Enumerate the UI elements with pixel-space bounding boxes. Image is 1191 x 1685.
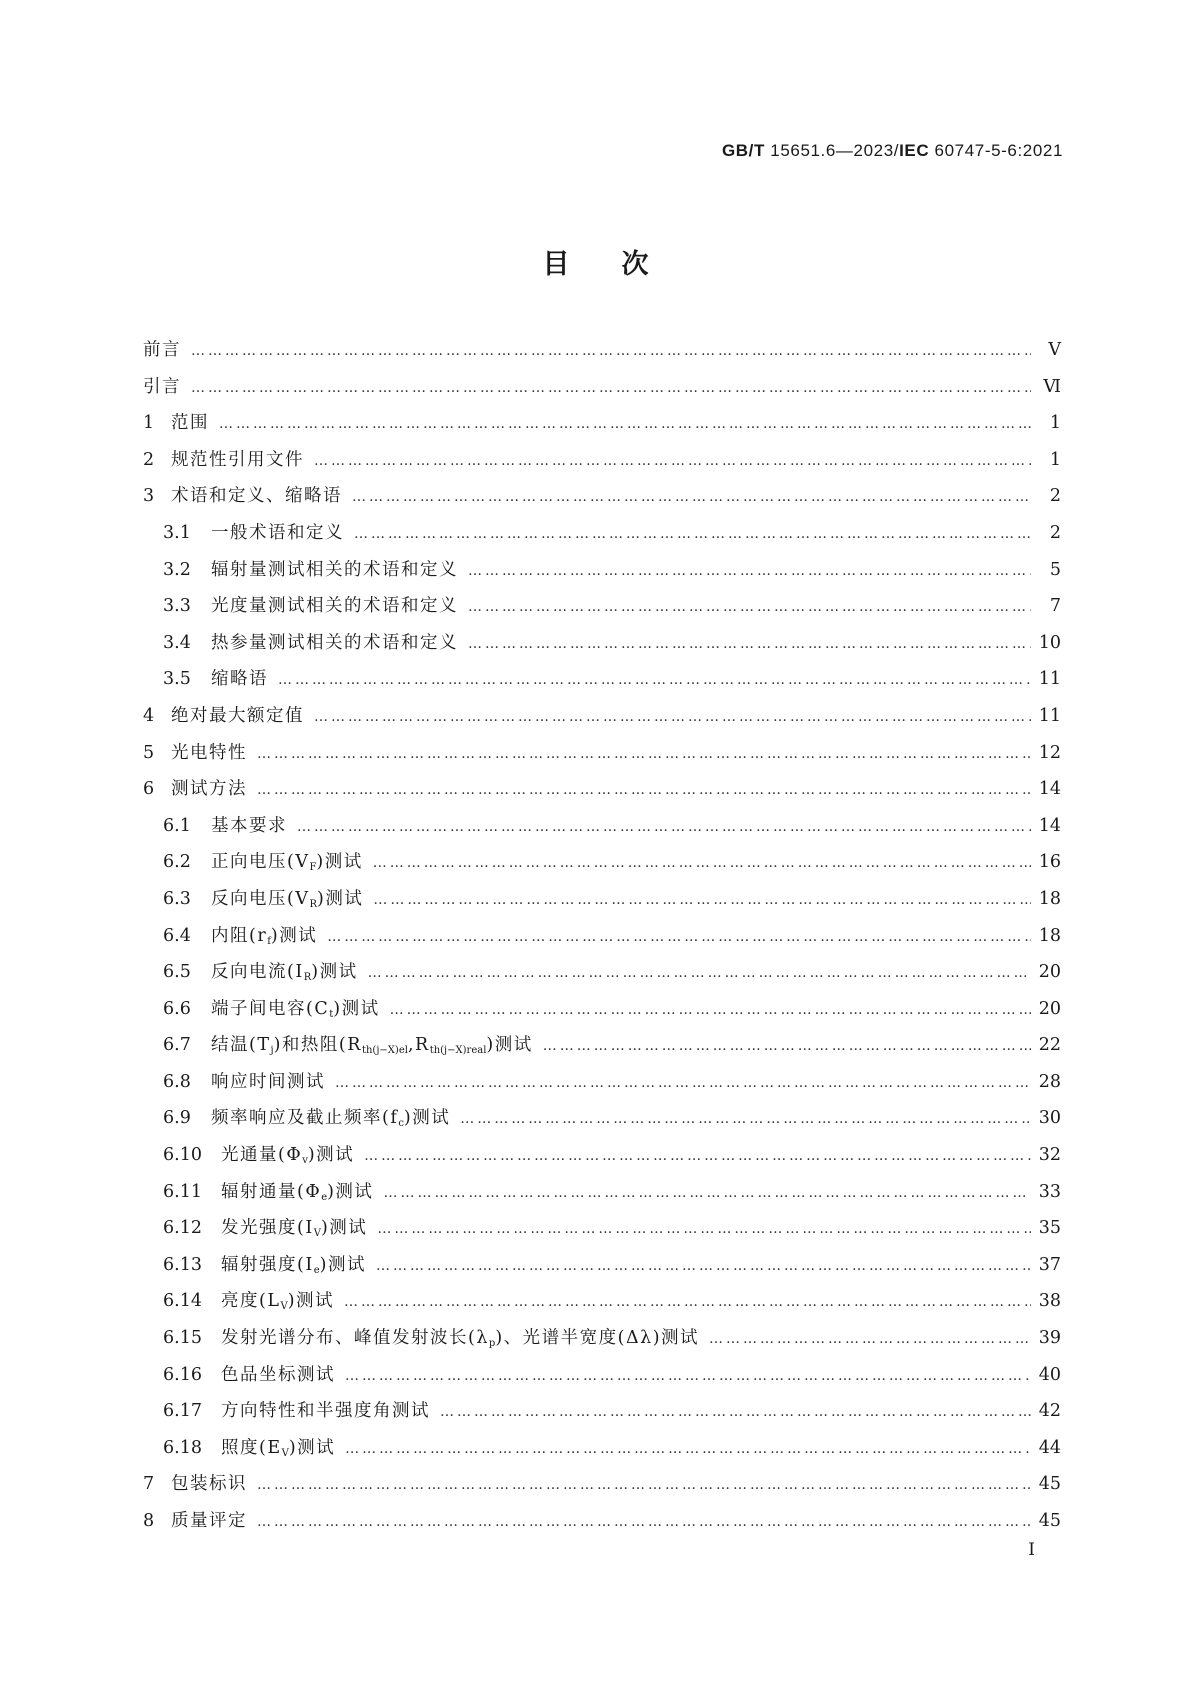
dot-leader [709, 1331, 1031, 1347]
toc-entry-number: 2 [143, 449, 155, 470]
dot-leader [257, 1514, 1031, 1530]
dot-leader [373, 892, 1030, 908]
toc-entry-page: 16 [1038, 852, 1061, 873]
toc-entry[interactable] [143, 885, 1061, 922]
toc-entry-number: 8 [143, 1511, 155, 1531]
dot-leader [390, 1002, 1031, 1018]
dot-leader [191, 343, 1031, 359]
toc-entry-page: 1 [1049, 449, 1061, 470]
toc-entry[interactable] [143, 922, 1061, 959]
toc-entry-label: 引言 [143, 376, 181, 397]
code-suffix: 60747-5-6:2021 [934, 141, 1063, 160]
dot-leader [257, 746, 1031, 762]
toc-entry-page: 18 [1038, 888, 1061, 909]
toc-entry-page: 42 [1038, 1401, 1061, 1422]
toc-entry[interactable] [143, 1251, 1061, 1288]
toc-entry-page: 12 [1038, 742, 1061, 763]
toc-entry-label: 结温$(T_j)$和热阻$(R_{th(j-X)el},R_{th(j-X)real})$测试 [211, 1035, 533, 1057]
toc-entry-page: 30 [1038, 1108, 1061, 1129]
toc-entry-number: 6.3 [163, 888, 191, 909]
toc-entry-number: 6.16 [163, 1364, 202, 1385]
toc-entry-number: 5 [143, 742, 155, 763]
toc-entry-number: 6.12 [163, 1218, 202, 1239]
toc-entry[interactable] [143, 592, 1061, 629]
toc-entry-label: 绝对最大额定值 [171, 705, 304, 726]
dot-leader [344, 1294, 1031, 1310]
dot-leader [278, 672, 1031, 688]
toc-entry-page: 45 [1038, 1474, 1061, 1495]
dot-leader [440, 1404, 1031, 1420]
toc-entry-label: 一般术语和定义 [211, 522, 344, 543]
toc-entry-page: 18 [1038, 925, 1061, 946]
dot-leader [297, 819, 1031, 835]
toc-entry[interactable] [143, 409, 1061, 446]
toc-entry-number: 6.5 [163, 962, 191, 983]
toc-entry[interactable] [143, 1507, 1061, 1544]
dot-leader [468, 563, 1031, 579]
toc-entry-label: 响应时间测试 [211, 1071, 325, 1092]
toc-entry[interactable] [143, 1141, 1061, 1178]
toc-entry[interactable] [143, 629, 1061, 666]
toc-entry-page: 39 [1038, 1328, 1061, 1349]
dot-leader [345, 1441, 1031, 1457]
toc-entry-page: 7 [1049, 596, 1061, 617]
toc-entry-page: 20 [1038, 998, 1061, 1019]
toc-entry-page: Ⅵ [1043, 376, 1061, 397]
toc-entry-label: 端子间电容$(C_t)$测试 [211, 998, 380, 1020]
dot-leader [354, 526, 1031, 542]
code-iec: IEC [899, 141, 930, 160]
toc-entry-page: 32 [1038, 1145, 1061, 1166]
toc-entry-number: 6.10 [163, 1145, 202, 1166]
dot-leader [352, 489, 1031, 505]
footer-page-number: Ⅰ [1028, 1540, 1035, 1560]
toc-entry-page: 35 [1038, 1218, 1061, 1239]
toc-entry-number: 6.1 [163, 815, 191, 836]
toc-entry-number: 1 [143, 413, 155, 434]
toc-entry-number: 3.3 [163, 596, 191, 617]
toc-entry-label: 光通量$(\Phi_v)$测试 [221, 1145, 355, 1167]
code-number: 15651.6—2023/ [770, 141, 900, 160]
toc-entry-number: 3 [143, 486, 155, 507]
toc-entry-label: 光电特性 [171, 742, 247, 763]
toc-entry-page: 10 [1038, 632, 1061, 653]
toc-entry[interactable] [143, 995, 1061, 1032]
toc-entry-page: 44 [1038, 1437, 1061, 1458]
toc-entry-page: 20 [1038, 962, 1061, 983]
toc-entry-page: 11 [1038, 705, 1061, 726]
toc-entry-label: 内阻$(r_f)$测试 [211, 925, 318, 947]
dot-leader [314, 709, 1031, 725]
toc-entry-label: 前言 [143, 340, 181, 360]
toc-entry-page: 45 [1038, 1511, 1061, 1531]
toc-entry[interactable] [143, 848, 1061, 885]
toc-entry[interactable] [143, 482, 1061, 519]
toc-entry[interactable] [143, 1031, 1061, 1068]
toc-entry-number: 3.2 [163, 559, 191, 580]
toc-entry-number: 6.2 [163, 852, 191, 873]
dot-leader [468, 636, 1031, 652]
toc-entry[interactable] [143, 665, 1061, 702]
toc-entry-number: 6.7 [163, 1035, 191, 1056]
table-of-contents [143, 336, 1061, 1544]
toc-entry-number: 6.8 [163, 1071, 191, 1092]
dot-leader [257, 782, 1031, 798]
toc-entry-number: 6.18 [163, 1437, 202, 1458]
toc-entry-label: 缩略语 [211, 669, 268, 690]
dot-leader [219, 416, 1031, 432]
toc-entry-label: 发射光谱分布、峰值发射波长$(\lambda_p)$、光谱半宽度(Δλ)测试 [221, 1328, 700, 1350]
toc-entry-page: 2 [1049, 522, 1061, 543]
toc-entry-page: 22 [1038, 1035, 1061, 1056]
toc-entry-label: 亮度$(L_V)$测试 [221, 1291, 335, 1313]
code-prefix: GB/T [721, 141, 765, 160]
dot-leader [327, 929, 1030, 945]
toc-entry[interactable] [143, 1214, 1061, 1251]
dot-leader [543, 1038, 1031, 1054]
toc-entry-page: 37 [1038, 1254, 1061, 1275]
dot-leader [345, 1368, 1031, 1384]
toc-entry-label: 热参量测试相关的术语和定义 [211, 632, 458, 653]
toc-entry-number: 6.4 [163, 925, 191, 946]
toc-entry-number: 3.1 [163, 522, 191, 543]
toc-entry-number: 6.13 [163, 1254, 202, 1275]
toc-entry-page: Ⅴ [1048, 340, 1061, 360]
toc-entry-label: 辐射强度$(I_e)$测试 [221, 1254, 366, 1276]
toc-entry[interactable] [143, 1178, 1061, 1215]
toc-entry-label: 色品坐标测试 [221, 1364, 335, 1385]
toc-entry-label: 反向电压$(V_R)$测试 [211, 888, 364, 910]
toc-entry[interactable] [143, 373, 1061, 410]
toc-entry-number: 6.14 [163, 1291, 202, 1312]
toc-entry-number: 4 [143, 705, 155, 726]
toc-entry-number: 3.4 [163, 632, 191, 653]
toc-entry[interactable] [143, 812, 1061, 849]
toc-entry-page: 14 [1038, 815, 1061, 836]
toc-entry-page: 5 [1049, 559, 1061, 580]
toc-entry[interactable] [143, 336, 1061, 373]
toc-entry-label: 频率响应及截止频率$(f_c)$测试 [211, 1108, 451, 1130]
toc-entry-page: 2 [1049, 486, 1061, 507]
toc-entry-label: 规范性引用文件 [171, 449, 304, 470]
dot-leader [373, 855, 1031, 871]
standard-code [722, 141, 1063, 161]
dot-leader [364, 1148, 1031, 1164]
dot-leader [191, 380, 1031, 396]
toc-entry[interactable] [143, 958, 1061, 995]
toc-entry[interactable] [143, 1397, 1061, 1434]
toc-entry[interactable] [143, 1068, 1061, 1105]
dot-leader [314, 453, 1031, 469]
toc-entry-label: 辐射量测试相关的术语和定义 [211, 559, 458, 580]
dot-leader [383, 1185, 1030, 1201]
dot-leader [377, 1221, 1030, 1237]
toc-entry-page: 28 [1038, 1071, 1061, 1092]
toc-entry-number: 6.15 [163, 1328, 202, 1349]
toc-entry-page: 38 [1038, 1291, 1061, 1312]
toc-entry-page: 14 [1038, 779, 1061, 800]
toc-entry[interactable] [143, 446, 1061, 483]
toc-entry-page: 40 [1038, 1364, 1061, 1385]
dot-leader [368, 965, 1031, 981]
toc-entry-label: 正向电压$(V_F)$测试 [211, 852, 363, 874]
toc-entry-number: 6 [143, 779, 155, 800]
toc-entry[interactable] [143, 1361, 1061, 1398]
toc-entry-number: 6.11 [163, 1181, 202, 1202]
toc-entry-page: 33 [1038, 1181, 1061, 1202]
toc-entry-label: 测试方法 [171, 779, 247, 800]
toc-entry-number: 6.6 [163, 998, 191, 1019]
toc-entry[interactable] [143, 1434, 1061, 1471]
toc-entry-label: 质量评定 [171, 1511, 247, 1531]
dot-leader [376, 1258, 1031, 1274]
toc-entry-number: 7 [143, 1474, 155, 1495]
toc-entry-label: 方向特性和半强度角测试 [221, 1401, 430, 1422]
toc-entry-page: 11 [1038, 669, 1061, 690]
toc-entry[interactable] [143, 1104, 1061, 1141]
toc-entry-label: 辐射通量$(\Phi_e)$测试 [221, 1181, 374, 1203]
dot-leader [468, 599, 1031, 615]
toc-entry[interactable] [143, 556, 1061, 593]
toc-entry-number: 3.5 [163, 669, 191, 690]
toc-entry[interactable] [143, 1470, 1061, 1507]
toc-entry-label: 照度$(E_V)$测试 [221, 1437, 336, 1459]
toc-entry-label: 光度量测试相关的术语和定义 [211, 596, 458, 617]
page-title: 目次 [542, 249, 701, 280]
dot-leader [460, 1111, 1030, 1127]
toc-entry[interactable] [143, 739, 1061, 776]
toc-entry[interactable] [143, 1324, 1061, 1361]
dot-leader [257, 1477, 1031, 1493]
toc-entry[interactable] [143, 775, 1061, 812]
toc-entry-label: 基本要求 [211, 815, 287, 836]
toc-entry-number: 6.9 [163, 1108, 191, 1129]
toc-entry-label: 发光强度$(I_V)$测试 [221, 1218, 368, 1240]
toc-entry-label: 范围 [171, 413, 209, 434]
toc-entry[interactable] [143, 702, 1061, 739]
toc-entry-page: 1 [1049, 413, 1061, 434]
toc-entry-label: 反向电流$(I_R)$测试 [211, 962, 358, 984]
toc-entry-number: 6.17 [163, 1401, 202, 1422]
toc-entry-label: 包装标识 [171, 1474, 247, 1495]
toc-entry[interactable] [143, 519, 1061, 556]
toc-entry[interactable] [143, 1287, 1061, 1324]
dot-leader [335, 1075, 1031, 1091]
toc-entry-label: 术语和定义、缩略语 [171, 486, 342, 507]
